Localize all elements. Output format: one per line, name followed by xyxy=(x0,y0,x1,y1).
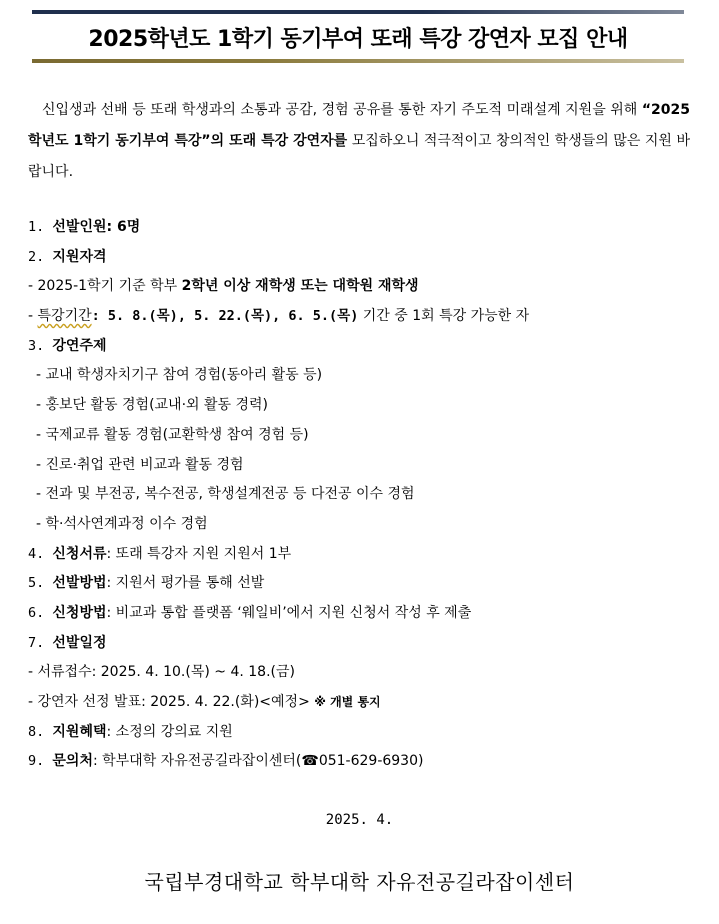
intro-text-2: 모집하오니 적극적이고 창의적인 학생들의 많은 지원 바랍니다. xyxy=(28,133,690,180)
notice-note: ※ 개별 통지 xyxy=(314,695,381,709)
intro-text-1: 신입생과 선배 등 또래 학생과의 소통과 공감, 경험 공유를 통한 자기 주도적 미래설계 지원을 위해 xyxy=(42,102,642,118)
item-label: 강연주제 xyxy=(52,337,107,354)
list-subitem: - 학·석사연계과정 이수 경험 xyxy=(36,515,208,532)
list-item-2: 2. 지원자격 xyxy=(28,248,107,265)
item-label: 지원혜택 xyxy=(52,723,107,740)
list-item-7: 7. 선발일정 xyxy=(28,634,107,651)
list-subitem: - 서류접수: 2025. 4. 10.(목) ~ 4. 18.(금) xyxy=(28,664,295,681)
list-subitem: - 진로·취업 관련 비교과 활동 경험 xyxy=(36,456,244,473)
title-top-bar xyxy=(32,10,684,14)
list-subitem: - 홍보단 활동 경험(교내·외 활동 경력) xyxy=(36,397,269,414)
item-label: 신청서류 xyxy=(52,545,107,562)
page-title: 2025학년도 1학기 동기부여 또래 특강 강연자 모집 안내 xyxy=(88,26,628,52)
announcement-list xyxy=(28,213,708,777)
item-label: 지원자격 xyxy=(52,248,107,265)
organization-name: 국립부경대학교 학부대학 자유전공길라잡이센터 xyxy=(144,870,575,894)
list-item-8: 8. 지원혜택: 소정의 강의료 지원 xyxy=(28,723,233,740)
list-subitem: - 특강기간: 5. 8.(목), 5. 22.(목), 6. 5.(목) 기간 중 1회 특강 가능한 자 xyxy=(28,308,530,325)
item-label: 선발일정 xyxy=(52,634,107,651)
item-label: 문의처 xyxy=(52,753,93,770)
list-subitem: - 전과 및 부전공, 복수전공, 학생설계전공 등 다전공 이수 경험 xyxy=(36,486,415,503)
list-item-5: 5. 선발방법: 지원서 평가를 통해 선발 xyxy=(28,575,265,592)
list-subitem: - 국제교류 활동 경험(교환학생 참여 경험 등) xyxy=(36,426,309,443)
item-label: 선발방법 xyxy=(52,575,107,592)
item-label: 선발인원 xyxy=(52,219,107,235)
list-item-9: 9. 문의처: 학부대학 자유전공길라잡이센터(☎051-629-6930) xyxy=(28,753,424,770)
title-bottom-bar xyxy=(32,59,684,63)
intro-text-bold: “2025학년도 1학기 동기부여 특강”의 또래 특강 강연자를 xyxy=(28,102,690,149)
list-subitem: - 강연자 선정 발표: 2025. 4. 22.(화)<예정> ※ 개별 통지 xyxy=(28,694,381,710)
item-label: 신청방법 xyxy=(52,604,107,621)
list-item-3: 3. 강연주제 xyxy=(28,337,107,354)
document-date: 2025. 4. xyxy=(325,812,394,828)
list-item-1: 1. 선발인원: 6명 xyxy=(28,219,141,235)
list-item-4: 4. 신청서류: 또래 특강자 지원 지원서 1부 xyxy=(28,545,292,562)
list-subitem: - 2025-1학기 기준 학부 2학년 이상 재학생 또는 대학원 재학생 xyxy=(28,278,419,295)
list-item-6: 6. 신청방법: 비교과 통합 플랫폼 ‘웨일비’에서 지원 신청서 작성 후 제출 xyxy=(28,604,472,621)
intro-paragraph xyxy=(28,95,690,188)
list-subitem: - 교내 학생자치기구 참여 경험(동아리 활동 등) xyxy=(36,367,323,384)
